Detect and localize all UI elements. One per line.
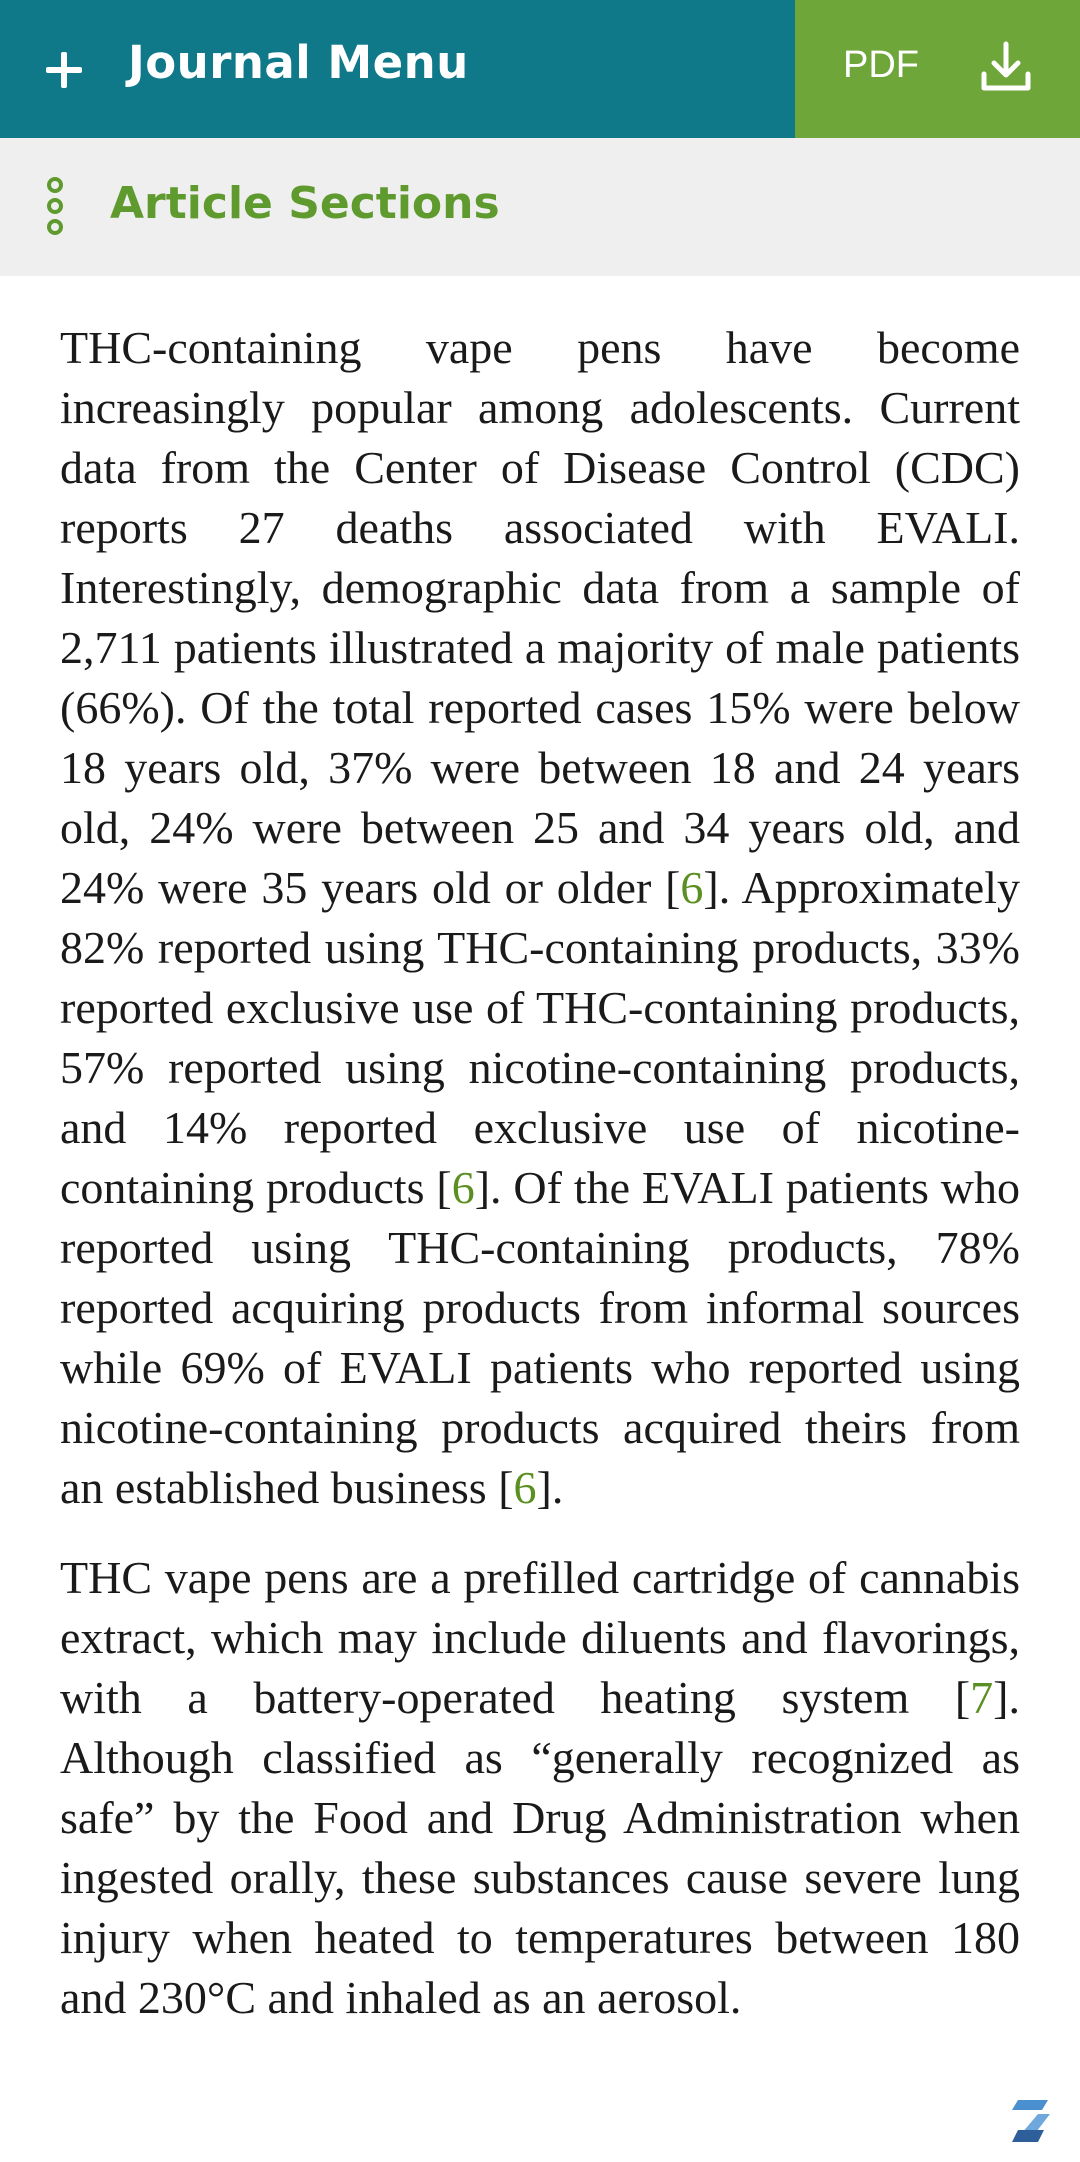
- paragraph-text: ]. Although classified as “generally recognized as safe” by the Food and Drug Administration when ingested orally, these substances cause severe lung injury when heated to temperatures between 180 and 230°C and inhaled as an aerosol.: [60, 1672, 1020, 2023]
- pdf-label: PDF: [843, 44, 919, 86]
- plus-icon: [46, 52, 82, 88]
- article-sections-label: Article Sections: [110, 178, 500, 229]
- reference-link[interactable]: 6: [680, 862, 704, 913]
- paragraph-text: THC-containing vape pens have become increasingly popular among adolescents. Current data from the Center of Disease Control (CDC) reports 27 deaths associated with EVALI. Interestingly, demographic data from a sample of 2,711 patients illustrated a majority of male patients (66%). Of the total reported cases 15% were below 18 years old, 37% were between 18 and 24 years old, 24% were between 25 and 34 years old, and 24% were 35 years old or older [: [60, 322, 1020, 913]
- download-icon: [978, 38, 1034, 94]
- paragraph-text: ]. Of the EVALI patients who reported using THC-containing products, 78% reported acquiring products from informal sources while 69% of EVALI patients who reported using nicotine-containing products acquired theirs from an established business [: [60, 1162, 1020, 1513]
- article-paragraph: [60, 318, 1020, 1518]
- article-body: [60, 318, 1020, 2028]
- reference-link[interactable]: 7: [970, 1672, 994, 1723]
- journal-menu-label: Journal Menu: [128, 36, 469, 89]
- journal-menu-button[interactable]: [0, 0, 795, 138]
- reference-link[interactable]: 6: [513, 1462, 537, 1513]
- vertical-dots-icon: [45, 176, 65, 236]
- paragraph-text: ]. Approximately 82% reported using THC-containing products, 33% reported exclusive use of THC-containing products, 57% reported using nicotine-containing products, and 14% reported exclusive use of nicotine-containing products [: [60, 862, 1020, 1213]
- top-navigation-bar: [0, 0, 1080, 138]
- article-paragraph: [60, 1548, 1020, 2028]
- paragraph-text: THC vape pens are a prefilled cartridge of cannabis extract, which may include diluents and flavorings, with a battery-operated heating system [: [60, 1552, 1020, 1723]
- brand-logo-icon: [1004, 2094, 1058, 2148]
- pdf-download-button[interactable]: [795, 0, 1080, 138]
- paragraph-text: ].: [536, 1462, 564, 1513]
- reference-link[interactable]: 6: [451, 1162, 475, 1213]
